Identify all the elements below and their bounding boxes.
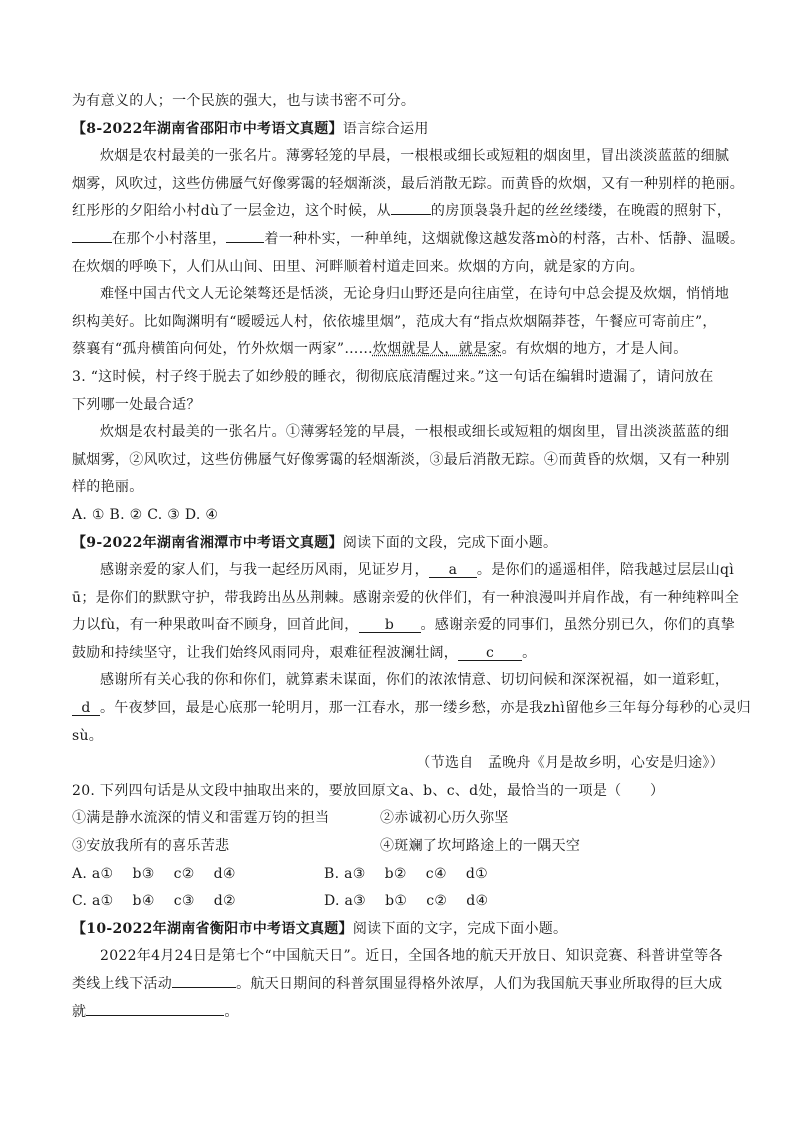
paragraph-line: 烟雾，风吹过，这些仿佛蜃气好像雾霭的轻烟渐淡，最后消散无踪。而黄昏的炊烟，又有一种别样的艳丽。 [72, 175, 745, 192]
paragraph-line [72, 999, 724, 1027]
paragraph-line [72, 695, 751, 723]
paragraph-line: 腻烟雾，②风吹过，这些仿佛蜃气好像雾霭的轻烟渐淡，③最后消散无踪。④而黄昏的炊烟，又有一种别 [72, 451, 730, 468]
fill-blank-a: a [429, 563, 477, 578]
text-segment: 红彤彤的夕阳给小村dù了一层金边，这个时候，从 [72, 203, 391, 220]
source-citation: （节选自 孟晚舟《月是故乡明，心安是归途》） [416, 755, 724, 772]
section-heading [72, 116, 724, 144]
text-segment: 。是你们的遥遥相伴，陪我越过层层山qì [476, 562, 735, 579]
text-segment: 力以fù，有一种果敢叫奋不顾身，回首此间， [72, 617, 359, 634]
choice-option: B. a③ b② c④ d① [324, 865, 488, 882]
text-segment: 着一种朴实，一种单纯，这烟就像这越发落mò的村落，古朴、恬静、温暖。 [264, 230, 745, 247]
choice-option: D. a③ b① c② d④ [324, 893, 489, 910]
section-subtitle: 阅读下面的文字，完成下面小题。 [352, 920, 568, 937]
section-subtitle: 语言综合运用 [342, 120, 429, 137]
paragraph-line: 2022年4月24日是第七个“中国航天日”。近日，全国各地的航天开放日、知识竞赛、科普讲堂等各 [100, 948, 723, 965]
paragraph-line: ū；是你们的默默守护，带我跨出丛丛荆棘。感谢亲爱的伙伴们，有一种浪漫叫并肩作战，有一种纯粹叫全 [72, 589, 740, 606]
paragraph-line [72, 971, 724, 999]
fill-blank [72, 228, 112, 243]
section-title: 【9-2022年湖南省湘潭市中考语文真题】 [72, 534, 343, 551]
answer-options-row [72, 861, 724, 889]
answer-options: A. ① B. ② C. ③ D. ④ [72, 506, 219, 523]
document-page [72, 88, 751, 1026]
section-subtitle: 阅读下面的文段，完成下面小题。 [342, 534, 558, 551]
question-line: 20. 下列四句话是从文段中抽取出来的，要放回原文a、b、c、d处，最恰当的一项是（ ） [72, 782, 665, 799]
sentence-option: ①满是静水流深的情义和雷霆万钧的担当 [72, 810, 330, 827]
fill-blank [86, 1001, 224, 1016]
section-title: 【10-2022年湖南省衡阳市中考语文真题】 [72, 920, 353, 937]
paragraph-line [72, 612, 736, 640]
text-segment: 。航天日期间的科普氛围显得格外浓厚，人们为我国航天事业所取得的巨大成 [236, 976, 723, 992]
section-title: 【8-2022年湖南省邵阳市中考语文真题】 [72, 120, 343, 137]
text-segment: 的房顶袅袅升起的丝丝缕缕，在晚霞的照射下， [430, 203, 732, 220]
choice-option: A. a① b③ c② d④ [72, 865, 236, 882]
section-heading [72, 530, 724, 558]
sentence-option: ④斑斓了坎坷路途上的一隅天空 [380, 838, 581, 855]
paragraph-line [72, 226, 745, 254]
text-segment: 。 [224, 1003, 239, 1020]
text-segment: 。有炊烟的地方，才是人间。 [501, 341, 688, 358]
section-heading [72, 916, 724, 944]
paragraph-line [72, 336, 724, 364]
answer-sentences-row [72, 805, 724, 833]
text-segment: 鼓励和持续坚守，让我们始终风雨同舟，艰难征程波澜壮阔， [72, 644, 459, 661]
fill-blank-c: c [458, 646, 522, 661]
question-line: 3. “这时候，村子终于脱去了如纱般的睡衣，彻彻底底清醒过来。”这一句话在编辑时遗漏了，请问放在 [72, 368, 714, 385]
paragraph-line [72, 557, 735, 585]
paragraph-line: 炊烟是农村最美的一张名片。薄雾轻笼的早晨，一根根或细长或短粗的烟囱里，冒出淡淡蓝蓝的细腻 [100, 148, 730, 165]
text-segment: 。午夜梦回，最是心底那一轮明月，那一江春水，那一缕乡愁，亦是我zhì留他乡三年每分每秒的心灵归 [100, 700, 751, 717]
text-segment: 。感谢亲爱的同事们，虽然分别已久，你们的真挚 [420, 617, 736, 634]
paragraph-line: 感谢所有关心我的你和你们，就算素未谋面，你们的浓浓情意、切切问候和深深祝福，如一道彩虹， [100, 672, 730, 689]
fill-blank [391, 200, 431, 215]
fill-blank [226, 228, 264, 243]
text-segment: 类线上线下活动 [72, 976, 173, 992]
paragraph-line: 在炊烟的呼唤下，人们从山间、田里、河畔顺着村道走回来。炊烟的方向，就是家的方向。 [72, 258, 644, 275]
question-line: 下列哪一处最合适？ [72, 396, 201, 413]
fill-blank-d: d [72, 701, 100, 716]
text-segment: 在那个小村落里， [112, 230, 227, 247]
paragraph-line [72, 198, 732, 226]
sentence-option: ③安放我所有的喜乐苦悲 [72, 838, 230, 855]
paragraph-line [72, 640, 724, 668]
paragraph-line: sù。 [72, 727, 104, 744]
text-segment: 蔡襄有“孤舟横笛向何处，竹外炊烟一两家”…… [72, 341, 373, 358]
paragraph-line: 炊烟是农村最美的一张名片。①薄雾轻笼的早晨，一根根或细长或短粗的烟囱里，冒出淡淡蓝蓝的细 [100, 424, 730, 441]
fill-blank-b: b [359, 618, 421, 633]
paragraph-line: 样的艳丽。 [72, 479, 144, 496]
choice-option: C. a① b④ c③ d② [72, 893, 236, 910]
text-line: 为有意义的人；一个民族的强大，也与读书密不可分。 [72, 93, 416, 109]
answer-sentences-row [72, 833, 724, 861]
emphasized-phrase: 炊烟就是人，就是家 [372, 341, 502, 358]
text-segment: 。 [522, 644, 537, 661]
fill-blank [172, 973, 236, 988]
answer-options-row [72, 888, 724, 916]
text-segment: 就 [72, 1003, 87, 1020]
sentence-option: ②赤诚初心历久弥坚 [380, 810, 509, 827]
text-segment: 感谢亲爱的家人们，与我一起经历风雨，见证岁月， [100, 562, 429, 579]
paragraph-line: 织构美好。比如陶渊明有“暧暧远人村，依依墟里烟”，范成大有“指点炊烟隔莽苍，午餐应可寄前庄”， [72, 313, 717, 330]
paragraph-line: 难怪中国古代文人无论桀骜还是恬淡，无论身归山野还是向往庙堂，在诗句中总会提及炊烟，悄悄地 [100, 286, 730, 303]
